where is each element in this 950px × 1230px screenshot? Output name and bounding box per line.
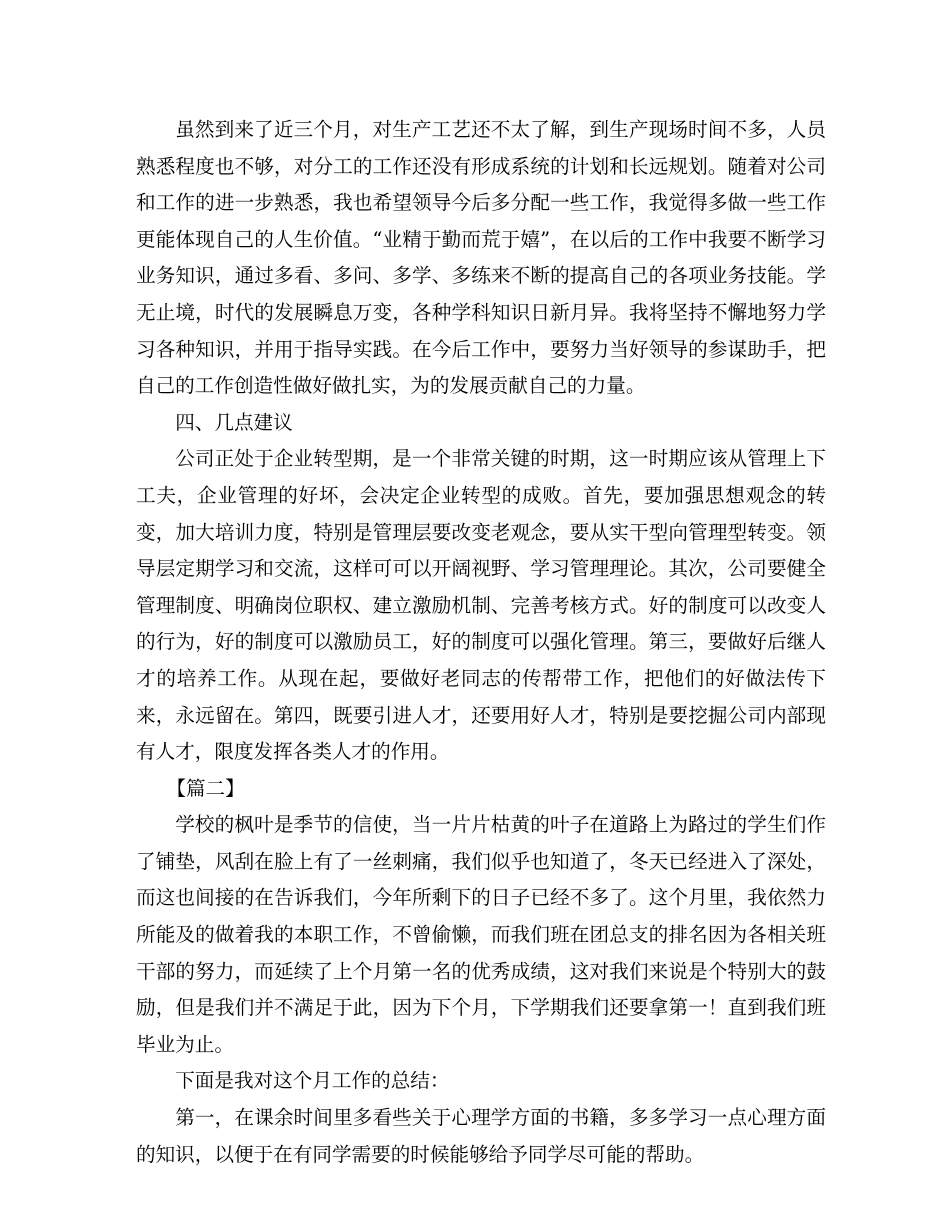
paragraph-maple-leaves: 学校的枫叶是季节的信使，当一片片枯黄的叶子在道路上为路过的学生们作了铺垫，风刮在脸上有了一丝刺痛，我们似乎也知道了，冬天已经进入了深处，而这也间接的在告诉我们，今年所剩下的日子已经不多了。这个月里，我依然力所能及的做着我的本职工作，不曾偷懒，而我们班在团总支的排名因为各相关班干部的努力，而延续了上个月第一名的优秀成绩，这对我们来说是个特别大的鼓励，但是我们并不满足于此，因为下个月，下学期我们还要拿第一！直到我们班毕业为止。 <box>136 813 826 1056</box>
section-heading-suggestions: 四、几点建议 <box>175 410 293 434</box>
paragraph-first-point: 第一，在课余时间里多看些关于心理学方面的书籍，多多学习一点心理方面的知识，以便于在有同学需要的时候能够给予同学尽可能的帮助。 <box>136 1106 826 1166</box>
paragraph-work-reflection: 虽然到来了近三个月，对生产工艺还不太了解，到生产现场时间不多，人员熟悉程度也不够，对分工的工作还没有形成系统的计划和长远规划。随着对公司和工作的进一步熟悉，我也希望领导今后多分配一些工作，我觉得多做一些工作更能体现自己的人生价值。“业精于勤而荒于嬉”，在以后的工作中我要不断学习业务知识，通过多看、多问、多学、多练来不断的提高自己的各项业务技能。学无止境，时代的发展瞬息万变，各种学科知识日新月异。我将坚持不懈地努力学习各种知识，并用于指导实践。在今后工作中，要努力当好领导的参谋助手，把自己的工作创造性做好做扎实，为的发展贡献自己的力量。 <box>136 118 826 398</box>
paragraph-suggestions: 公司正处于企业转型期，是一个非常关键的时期，这一时期应该从管理上下工夫，企业管理的好坏，会决定企业转型的成败。首先，要加强思想观念的转变，加大培训力度，特别是管理层要改变老观念，要从实干型向管理型转变。领导层定期学习和交流，这样可可以开阔视野、学习管理理论。其次，公司要健全管理制度、明确岗位职权、建立激励机制、完善考核方式。好的制度可以改变人的行为，好的制度可以激励员工，好的制度可以强化管理。第三，要做好后继人才的培养工作。从现在起，要做好老同志的传帮带工作，把他们的好做法传下来，永远留在。第四，既要引进人才，还要用好人才，特别是要挖掘公司内部现有人才，限度发挥各类人才的作用。 <box>136 447 826 764</box>
paragraph-summary-intro: 下面是我对这个月工作的总结： <box>175 1069 450 1093</box>
document-body <box>136 112 826 1173</box>
section-marker-part-two: 【篇二】 <box>166 776 245 800</box>
